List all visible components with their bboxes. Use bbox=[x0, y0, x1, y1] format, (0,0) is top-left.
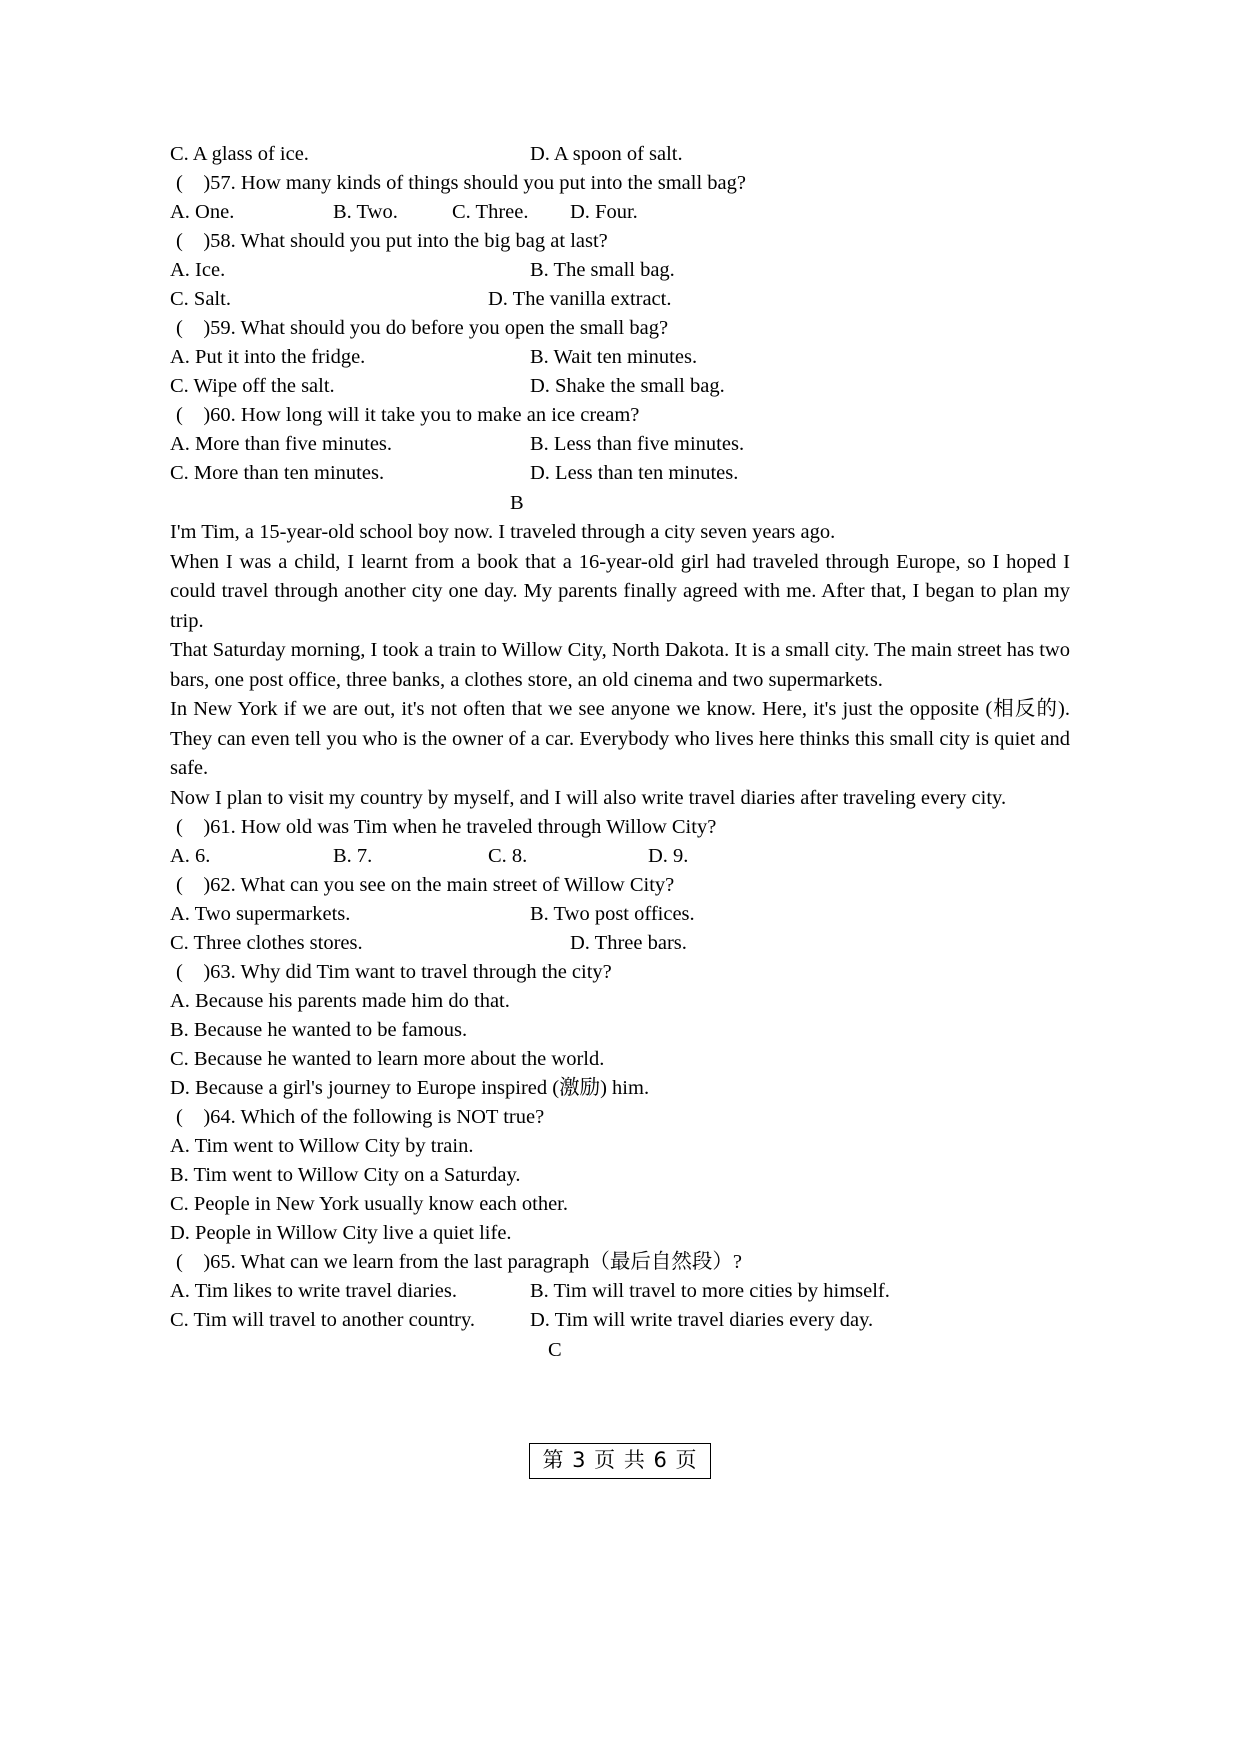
option-b: B. Less than five minutes. bbox=[530, 433, 745, 455]
option-c: C. Tim will travel to another country. bbox=[170, 1309, 476, 1331]
option-a: A. One. bbox=[170, 201, 235, 223]
exam-content bbox=[170, 140, 1070, 1365]
option-b: B. Tim will travel to more cities by himself. bbox=[530, 1280, 890, 1302]
question-64-option-d: D. People in Willow City live a quiet life. bbox=[170, 1222, 512, 1244]
question-59-options-ab bbox=[170, 343, 1070, 372]
page-number: 第 3 页 共 6 页 bbox=[529, 1443, 710, 1479]
question-64-option-a: A. Tim went to Willow City by train. bbox=[170, 1135, 474, 1157]
option-a: A. Tim likes to write travel diaries. bbox=[170, 1280, 457, 1302]
option-c: C. Salt. bbox=[170, 288, 231, 310]
question-57-stem: ( )57. How many kinds of things should you put into the small bag? bbox=[176, 172, 746, 194]
option-b: B. 7. bbox=[333, 845, 373, 867]
option-d: D. A spoon of salt. bbox=[530, 143, 683, 165]
option-d: D. Shake the small bag. bbox=[530, 375, 725, 397]
option-c: C. More than ten minutes. bbox=[170, 462, 385, 484]
question-63-option-d: D. Because a girl's journey to Europe inspired (激励) him. bbox=[170, 1077, 650, 1099]
question-62-options-ab bbox=[170, 900, 1070, 929]
question-58-options-cd bbox=[170, 285, 1070, 314]
option-b: B. Wait ten minutes. bbox=[530, 346, 698, 368]
option-c: C. Three clothes stores. bbox=[170, 932, 363, 954]
question-57-options bbox=[170, 198, 1070, 227]
option-c: C. Three. bbox=[452, 201, 529, 223]
option-d: D. Four. bbox=[570, 201, 638, 223]
option-b: B. Two post offices. bbox=[530, 903, 695, 925]
question-59-options-cd bbox=[170, 372, 1070, 401]
question-64-option-c: C. People in New York usually know each other. bbox=[170, 1193, 568, 1215]
question-65-options-cd bbox=[170, 1306, 1070, 1335]
question-63-stem: ( )63. Why did Tim want to travel through the city? bbox=[176, 961, 612, 983]
question-61-stem: ( )61. How old was Tim when he traveled through Willow City? bbox=[176, 816, 717, 838]
option-b: B. Two. bbox=[333, 201, 398, 223]
option-a: A. More than five minutes. bbox=[170, 433, 393, 455]
question-64-stem: ( )64. Which of the following is NOT true? bbox=[176, 1106, 545, 1128]
question-58-stem: ( )58. What should you put into the big bag at last? bbox=[176, 230, 608, 252]
question-62-options-cd bbox=[170, 929, 1070, 958]
question-65-options-ab bbox=[170, 1277, 1070, 1306]
option-c: C. A glass of ice. bbox=[170, 143, 309, 165]
passage-b-paragraph-2: When I was a child, I learnt from a book that a 16-year-old girl had traveled through Europe, so I hoped I could travel through another city one day. My parents finally agreed with me. After that, I began to plan my trip. bbox=[170, 550, 1070, 632]
option-d: D. The vanilla extract. bbox=[488, 288, 672, 310]
passage-b-paragraph-3: That Saturday morning, I took a train to Willow City, North Dakota. It is a small city. The main street has two bars, one post office, three banks, a clothes store, an old cinema and two supermarkets. bbox=[170, 639, 1070, 691]
option-c: C. 8. bbox=[488, 845, 528, 867]
option-c: C. Wipe off the salt. bbox=[170, 375, 335, 397]
question-61-options bbox=[170, 842, 1070, 871]
question-64-option-b: B. Tim went to Willow City on a Saturday. bbox=[170, 1164, 521, 1186]
question-56-options-cd bbox=[170, 140, 1070, 169]
passage-b-paragraph-5: Now I plan to visit my country by myself, and I will also write travel diaries after traveling every city. bbox=[170, 786, 1007, 809]
option-d: D. Less than ten minutes. bbox=[530, 462, 739, 484]
page-footer bbox=[0, 1443, 1240, 1479]
question-65-stem: ( )65. What can we learn from the last paragraph（最后自然段）? bbox=[176, 1251, 743, 1273]
passage-b-paragraph-1: I'm Tim, a 15-year-old school boy now. I traveled through a city seven years ago. bbox=[170, 521, 836, 543]
question-60-stem: ( )60. How long will it take you to make an ice cream? bbox=[176, 404, 640, 426]
option-a: A. Put it into the fridge. bbox=[170, 346, 366, 368]
option-d: D. 9. bbox=[648, 845, 689, 867]
question-62-stem: ( )62. What can you see on the main street of Willow City? bbox=[176, 874, 675, 896]
option-a: A. Ice. bbox=[170, 259, 226, 281]
question-60-options-ab bbox=[170, 430, 1070, 459]
question-60-options-cd bbox=[170, 459, 1070, 488]
option-d: D. Tim will write travel diaries every day. bbox=[530, 1309, 874, 1331]
option-a: A. 6. bbox=[170, 845, 211, 867]
passage-b-label: B bbox=[510, 492, 524, 514]
passage-b-paragraph-4: In New York if we are out, it's not often that we see anyone we know. Here, it's just the opposite (相反的). They can even tell you who is the owner of a car. Everybody who lives here thinks this small city is quiet and safe. bbox=[170, 698, 1070, 779]
question-63-option-c: C. Because he wanted to learn more about the world. bbox=[170, 1048, 605, 1070]
question-58-options-ab bbox=[170, 256, 1070, 285]
option-d: D. Three bars. bbox=[570, 932, 687, 954]
option-b: B. The small bag. bbox=[530, 259, 675, 281]
option-a: A. Two supermarkets. bbox=[170, 903, 351, 925]
passage-c-label: C bbox=[548, 1339, 562, 1361]
question-63-option-b: B. Because he wanted to be famous. bbox=[170, 1019, 468, 1041]
question-59-stem: ( )59. What should you do before you open the small bag? bbox=[176, 317, 669, 339]
question-63-option-a: A. Because his parents made him do that. bbox=[170, 990, 510, 1012]
